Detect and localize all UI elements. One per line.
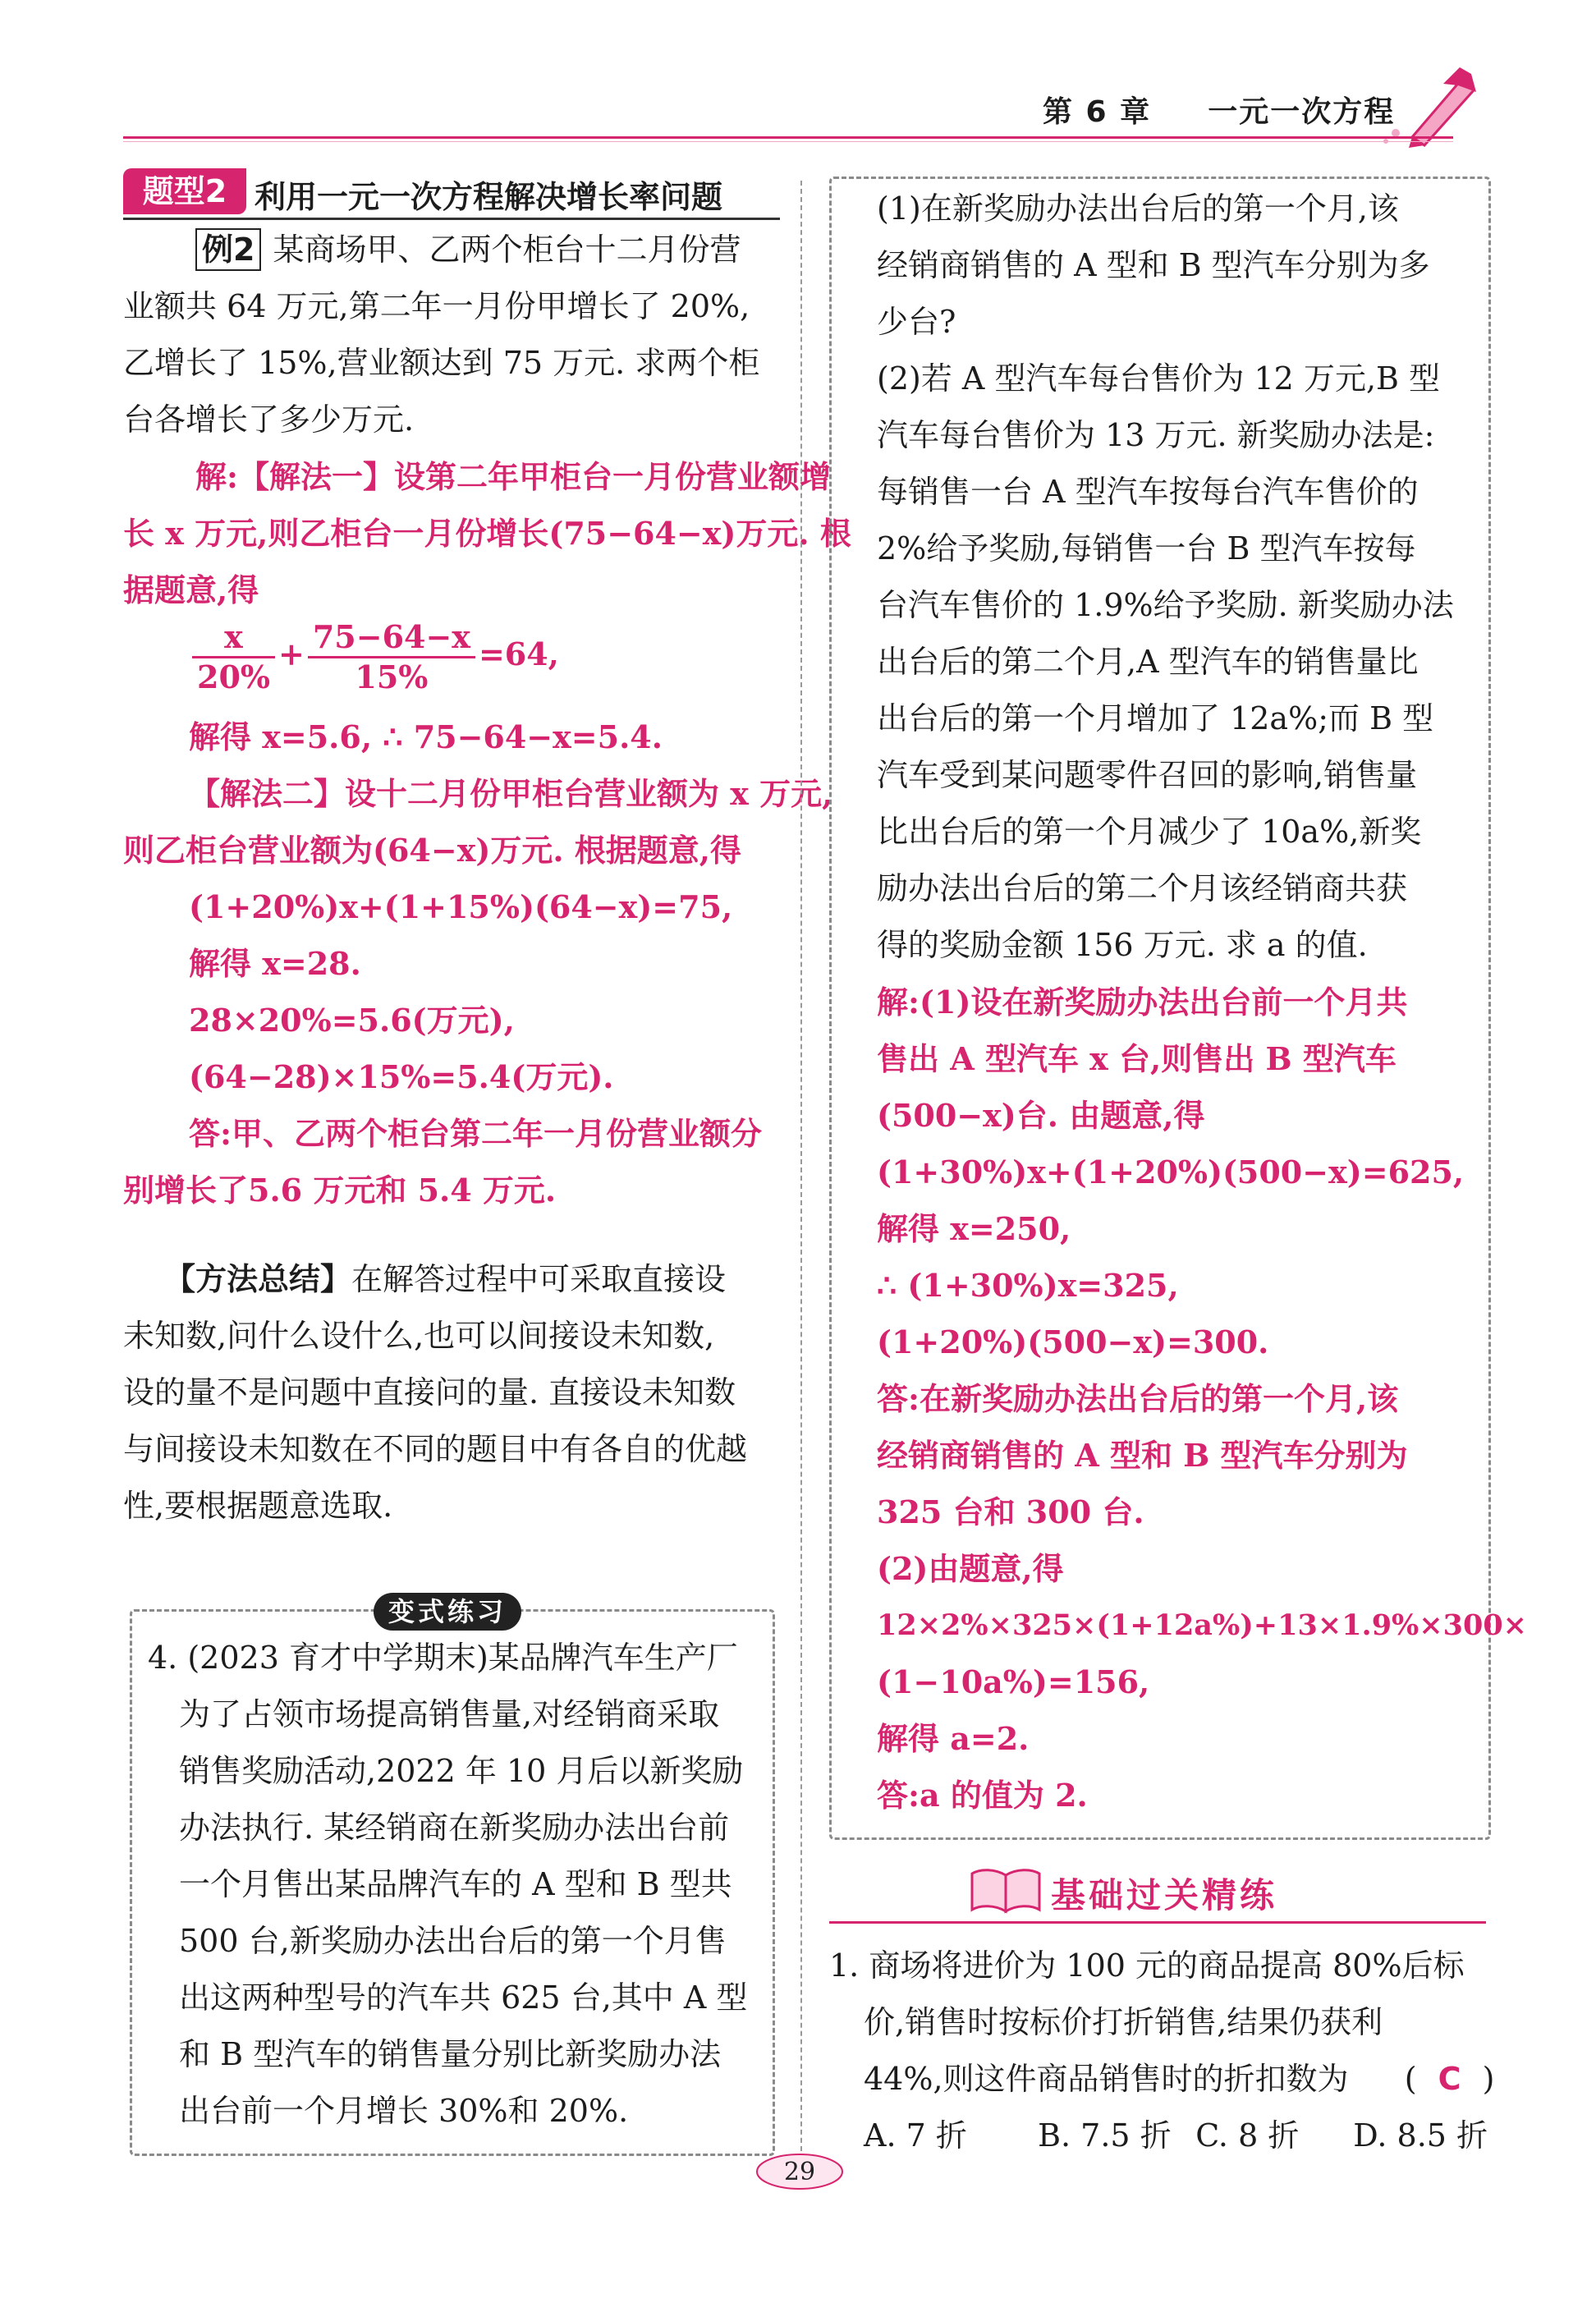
- method-summary-line: 性,要根据题意选取.: [123, 1488, 393, 1524]
- practice-heading-rule: [829, 1921, 1486, 1924]
- answer-line: 答:a 的值为 2.: [877, 1777, 1088, 1814]
- practice-heading: 基础过关精练: [1051, 1875, 1278, 1915]
- fraction: $\frac{x}{20\%}$: [192, 618, 275, 696]
- fraction: $\frac{75-64-x}{15\%}$: [308, 618, 475, 696]
- section-heading-block: [123, 168, 780, 218]
- option-c: C. 8 折: [1195, 2117, 1300, 2154]
- variant-line: 出这两种型号的汽车共 625 台,其中 A 型: [179, 1979, 748, 2016]
- example-line: 台各增长了多少万元.: [123, 401, 415, 438]
- right-column: [877, 181, 1528, 1823]
- solution-line: 则乙柜台营业额为(64−x)万元. 根据题意,得: [123, 832, 742, 869]
- answer-line: 12×2%×325×(1+12a%)+13×1.9%×300×: [877, 1608, 1528, 1642]
- solution-line: (1+20%)x+(1+15%)(64−x)=75,: [189, 888, 733, 925]
- variant-line: 为了占领市场提高销售量,对经销商采取: [179, 1696, 720, 1732]
- answer-paren-open: (: [1404, 2061, 1417, 2097]
- section-underline: [123, 218, 780, 220]
- question-line: 比出台后的第一个月减少了 10a%,新奖: [877, 814, 1422, 850]
- answer-line: (500−x)台. 由题意,得: [877, 1097, 1205, 1134]
- answer-choice: C: [1438, 2061, 1461, 2097]
- question-line: 少台?: [877, 304, 956, 340]
- question-line: 经销商销售的 A 型和 B 型汽车分别为多: [877, 247, 1430, 283]
- solution-line: 据题意,得: [123, 571, 259, 608]
- column-divider: [800, 181, 802, 2176]
- section-heading: 利用一元一次方程解决增长率问题: [255, 179, 723, 215]
- question-line: 得的奖励金额 156 万元. 求 a 的值.: [877, 927, 1368, 963]
- variant-line: 出台前一个月增长 30%和 20%.: [179, 2093, 629, 2129]
- book-icon: [969, 1865, 1043, 1915]
- fraction-equation: $\frac{x}{20\%}$ + $\frac{75-64-x}{15\%}$ =64,: [123, 618, 780, 709]
- solution-line: 解得 x=28.: [189, 945, 361, 982]
- question-line: 汽车受到某问题零件召回的影响,销售量: [877, 757, 1418, 793]
- question-line: 价,销售时按标价打折销售,结果仍获利: [864, 2004, 1383, 2040]
- answer-line: ∴ (1+30%)x=325,: [877, 1267, 1179, 1304]
- method-summary-line: 未知数,问什么设什么,也可以间接设未知数,: [123, 1318, 715, 1354]
- solution-line: 解:【解法一】设第二年甲柜台一月份营业额增: [195, 458, 832, 495]
- header-rule: [123, 136, 1453, 139]
- example-line: 乙增长了 15%,营业额达到 75 万元. 求两个柜: [123, 345, 760, 381]
- method-summary-label: 【方法总结】: [164, 1261, 352, 1297]
- solution-line: 答:甲、乙两个柜台第二年一月份营业额分: [189, 1115, 763, 1152]
- variant-line: 和 B 型汽车的销售量分别比新奖励办法: [179, 2036, 722, 2072]
- answer-line: 325 台和 300 台.: [877, 1493, 1144, 1530]
- example-line: 例2 某商场甲、乙两个柜台十二月份营: [123, 222, 780, 278]
- question-line: 每销售一台 A 型汽车按每台汽车售价的: [877, 474, 1419, 510]
- example-label: 例2: [195, 228, 261, 271]
- question-line: 台汽车售价的 1.9%给予奖励. 新奖励办法: [877, 587, 1454, 623]
- option-b: B. 7.5 折: [1038, 2117, 1172, 2154]
- page-number-badge: [754, 2151, 846, 2192]
- option-d: D. 8.5 折: [1353, 2117, 1488, 2154]
- solution-line: 28×20%=5.6(万元),: [189, 1002, 515, 1039]
- method-summary-line: 设的量不是问题中直接问的量. 直接设未知数: [123, 1374, 736, 1411]
- question-line: (2)若 A 型汽车每台售价为 12 万元,B 型: [877, 360, 1441, 397]
- solution-line: 长 x 万元,则乙柜台一月份增长(75−64−x)万元. 根: [123, 515, 851, 552]
- variant-line: 办法执行. 某经销商在新奖励办法出台前: [179, 1810, 730, 1846]
- options-row: [829, 2108, 1486, 2164]
- question-line: (1)在新奖励办法出台后的第一个月,该: [877, 190, 1399, 227]
- section-badge: 题型2: [123, 168, 246, 214]
- page-number: 29: [783, 2158, 816, 2186]
- answer-line: (1+20%)(500−x)=300.: [877, 1323, 1269, 1360]
- variant-practice-text: [148, 1630, 755, 2140]
- method-summary-line: 与间接设未知数在不同的题目中有各自的优越: [123, 1431, 748, 1467]
- answer-line: (1−10a%)=156,: [877, 1663, 1150, 1700]
- solution-line: 解得 x=5.6, ∴ 75−64−x=5.4.: [189, 718, 663, 755]
- left-column: [123, 222, 851, 1534]
- question-line: 1. 商场将进价为 100 元的商品提高 80%后标: [829, 1947, 1465, 1984]
- answer-line: (2)由题意,得: [877, 1550, 1064, 1587]
- variant-line: 500 台,新奖励办法出台后的第一个月售: [179, 1923, 727, 1959]
- question-line: 励办法出台后的第二个月该经销商共获: [877, 870, 1408, 906]
- variant-line: 销售奖励活动,2022 年 10 月后以新奖励: [179, 1753, 744, 1789]
- option-a: A. 7 折: [864, 2117, 967, 2154]
- answer-line: 解得 a=2.: [877, 1720, 1030, 1757]
- solution-line: (64−28)×15%=5.4(万元).: [189, 1058, 614, 1095]
- question-line: 出台后的第一个月增加了 12a%;而 B 型: [877, 700, 1434, 736]
- answer-line: (1+30%)x+(1+20%)(500−x)=625,: [877, 1154, 1465, 1190]
- example-line: 业额共 64 万元,第二年一月份甲增长了 20%,: [123, 288, 750, 324]
- chapter-number: 第 6 章: [1043, 95, 1152, 129]
- solution-line: 别增长了5.6 万元和 5.4 万元.: [123, 1172, 557, 1209]
- question-line: 2%给予奖励,每销售一台 B 型汽车按每: [877, 530, 1416, 567]
- question-line: 汽车每台售价为 13 万元. 新奖励办法是:: [877, 417, 1435, 453]
- method-summary-line: 【方法总结】在解答过程中可采取直接设: [164, 1261, 727, 1297]
- answer-line: 售出 A 型汽车 x 台,则售出 B 型汽车: [877, 1040, 1396, 1077]
- answer-line: 解:(1)设在新奖励办法出台前一个月共: [877, 984, 1408, 1021]
- answer-paren-close: ): [1482, 2061, 1495, 2097]
- practice-question-1: [829, 1938, 1495, 2164]
- answer-line: 解得 x=250,: [877, 1210, 1071, 1247]
- variant-practice-badge: 变式练习: [374, 1593, 521, 1631]
- header-rule-thin: [123, 141, 1453, 142]
- question-line: 出台后的第二个月,A 型汽车的销售量比: [877, 644, 1419, 680]
- solution-line: 【解法二】设十二月份甲柜台营业额为 x 万元,: [189, 775, 833, 812]
- variant-line: 一个月售出某品牌汽车的 A 型和 B 型共: [179, 1866, 732, 1902]
- variant-line: 4. (2023 育才中学期末)某品牌汽车生产厂: [148, 1640, 738, 1676]
- chapter-title: 一元一次方程: [1208, 95, 1396, 129]
- question-line: 44%,则这件商品销售时的折扣数为 ( C ): [864, 2061, 1495, 2097]
- answer-line: 经销商销售的 A 型和 B 型汽车分别为: [877, 1437, 1408, 1474]
- answer-line: 答:在新奖励办法出台后的第一个月,该: [877, 1380, 1399, 1417]
